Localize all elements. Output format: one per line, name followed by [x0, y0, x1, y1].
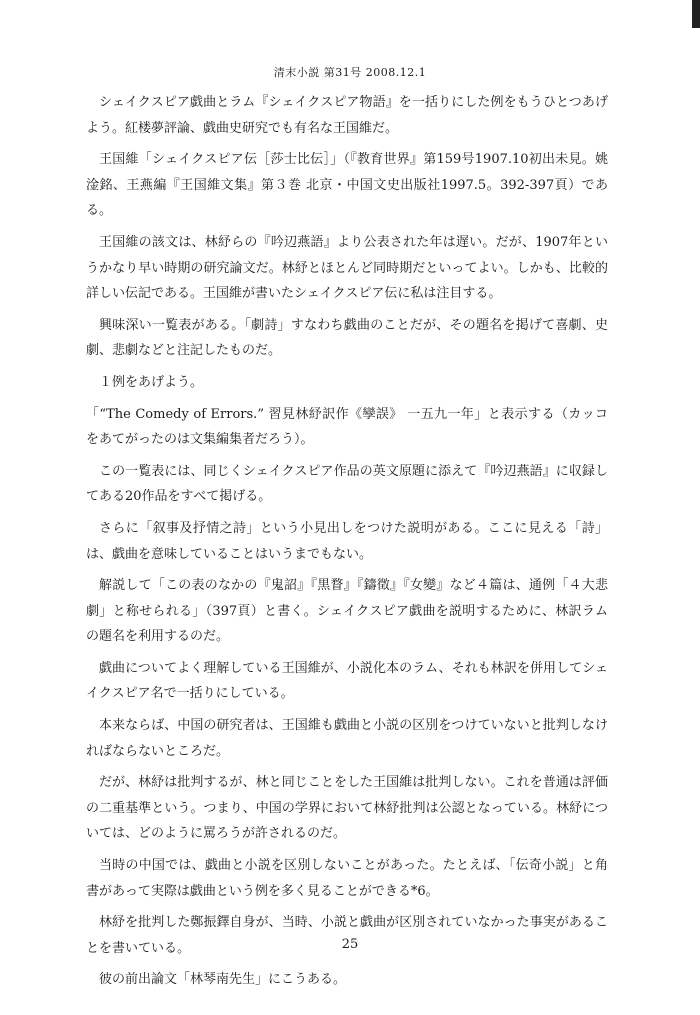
paragraph: さらに「叙事及抒情之詩」という小見出しをつけた説明がある。ここに見える「詩」は、戯曲を意味していることはいうまでもない。: [86, 520, 608, 562]
paragraph: 解説して「この表のなかの『鬼詔』『黒瞀』『鑄徵』『女變』など４篇は、通例「４大悲劇」と称せられる」（397頁）と書く。シェイクスピア戯曲を説明するために、林訳ラムの題名を利用するのだ。: [86, 578, 608, 645]
paragraph: 彼の前出論文「林琴南先生」にこうある。: [99, 972, 347, 988]
paragraph: シェイクスピア戯曲とラム『シェイクスピア物語』を一括りにした例をもうひとつあげよう。紅楼夢評論、戯曲史研究でも有名な王国維だ。: [86, 95, 608, 136]
paragraph: この一覧表には、同じくシェイクスピア作品の英文原題に添えて『吟辺燕語』に収録してある20作品をすべて掲げる。: [86, 463, 608, 505]
paragraph: 本来ならば、中国の研究者は、王国維も戯曲と小説の区別をつけていないと批判しなければならないところだ。: [86, 718, 608, 759]
paragraph: 「“The Comedy of Errors.” 習見林紓訳作《孿誤》 一五九一年」と表示する（カッコをあてがったのは文集編集者だろう）。: [86, 406, 608, 448]
running-header: 清末小説 第31号 2008.12.1: [273, 66, 427, 79]
paragraph: だが、林紓は批判するが、林と同じことをした王国維は批判しない。これを普通は評価の二重基準という。つまり、中国の学界において林紓批判は公認となっている。林紓については、どのように罵ろうが許されるのだ。: [86, 775, 608, 842]
paragraph: 当時の中国では、戯曲と小説を区別しないことがあった。たとえば、「伝奇小説」と角書があって実際は戯曲という例を多く見ることができる*6。: [86, 858, 608, 899]
paragraph: 王国維の該文は、林紓らの『吟辺燕語』より公表された年は遅い。だが、1907年というかなり早い時期の研究論文だ。林紓とほとんど同時期だといってよい。しかも、比較的詳しい伝記である。王国維が書いたシェイクスピア伝に私は注目する。: [86, 234, 608, 302]
paragraph: 興味深い一覧表がある。「劇詩」すなわち戯曲のことだが、その題名を掲げて喜劇、史劇、悲劇などと注記したものだ。: [86, 317, 608, 359]
scan-edge-mark: [692, 0, 700, 28]
page-number: 25: [341, 937, 359, 952]
paragraph: １例をあげよう。: [99, 374, 204, 390]
paragraph: 王国維「シェイクスピア伝［莎士比伝］」（『教育世界』第159号1907.10初出未見。姚淦銘、王燕編『王国維文集』第３巻 北京・中国文史出版社1997.5。392-397頁）である。: [86, 152, 608, 219]
body-text: [86, 90, 608, 999]
paragraph: 林紓を批判した鄭振鐸自身が、当時、小説と戯曲が区別されていなかった事実があることを書いている。: [86, 915, 608, 956]
paragraph: 戯曲についてよく理解している王国維が、小説化本のラム、それも林訳を併用してシェイクスピア名で一括りにしている。: [86, 660, 608, 702]
